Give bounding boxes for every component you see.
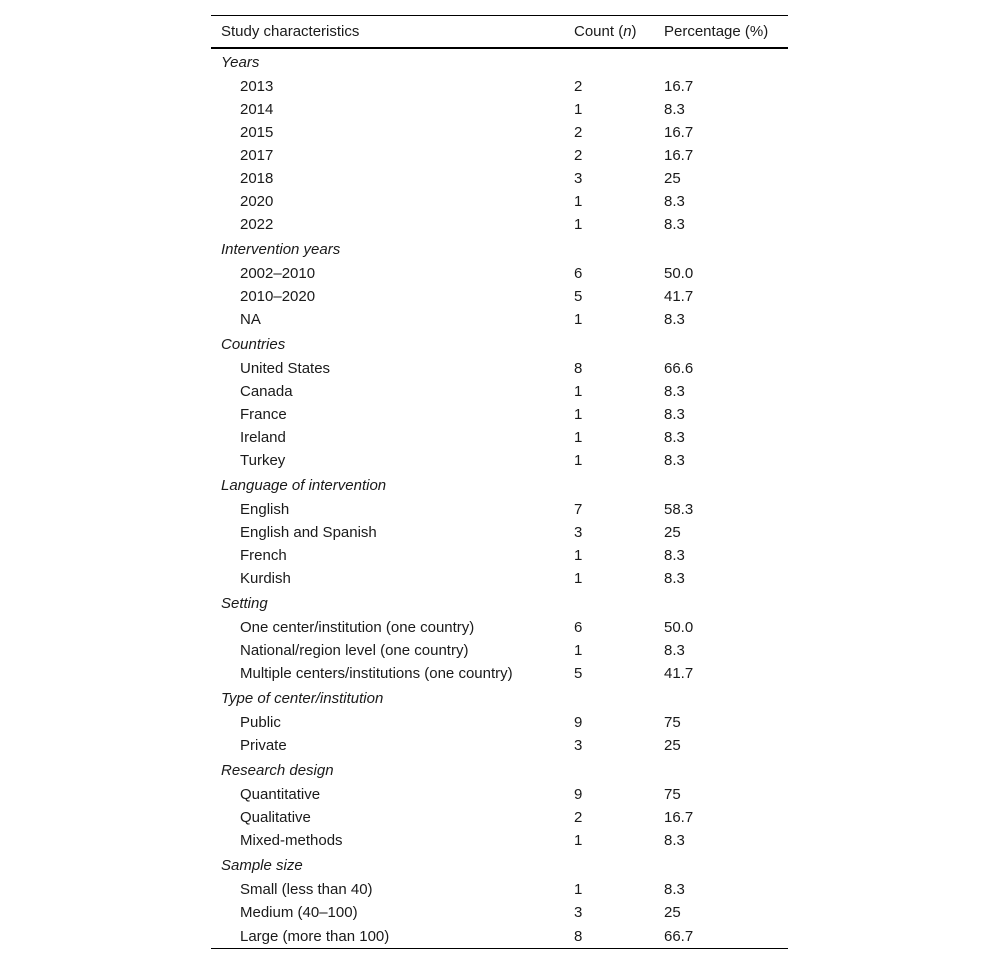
row-label: 2013 [240, 78, 274, 95]
table-row [211, 285, 788, 308]
row-label: 2014 [240, 101, 274, 118]
row-label: Canada [240, 383, 293, 400]
row-percentage: 8.3 [664, 881, 685, 898]
row-percentage: 8.3 [664, 642, 685, 659]
row-count: 1 [574, 642, 583, 659]
row-count: 3 [574, 904, 583, 921]
group-row [211, 331, 788, 357]
row-label: France [240, 406, 287, 423]
row-count: 1 [574, 383, 583, 400]
row-percentage: 58.3 [664, 501, 694, 518]
row-label: Turkey [240, 452, 286, 469]
row-label: Multiple centers/institutions (one country) [240, 665, 513, 682]
row-count: 5 [574, 665, 583, 682]
group-row [211, 236, 788, 262]
table-row [211, 144, 788, 167]
table-row [211, 449, 788, 472]
row-count: 1 [574, 832, 583, 849]
row-count: 3 [574, 524, 583, 541]
table-row [211, 544, 788, 567]
bottom-rule [211, 948, 788, 949]
group-label: Research design [221, 762, 334, 779]
table-row [211, 308, 788, 331]
row-percentage: 8.3 [664, 547, 685, 564]
row-count: 1 [574, 570, 583, 587]
row-count: 8 [574, 927, 583, 945]
row-percentage: 25 [664, 524, 681, 541]
row-percentage: 75 [664, 786, 681, 803]
row-percentage: 25 [664, 737, 681, 754]
header-row [211, 16, 788, 47]
row-percentage: 41.7 [664, 665, 694, 682]
row-label: Kurdish [240, 570, 291, 587]
row-percentage: 41.7 [664, 288, 694, 305]
row-percentage: 66.6 [664, 360, 694, 377]
group-label: Countries [221, 336, 286, 353]
table-row [211, 167, 788, 190]
row-count: 8 [574, 360, 583, 377]
row-label: 2017 [240, 147, 274, 164]
row-count: 2 [574, 78, 583, 95]
row-count: 1 [574, 429, 583, 446]
row-percentage: 8.3 [664, 311, 685, 328]
table-row [211, 521, 788, 544]
row-count: 1 [574, 881, 583, 898]
row-label: Large (more than 100) [240, 927, 390, 945]
row-percentage: 8.3 [664, 452, 685, 469]
table-row [211, 498, 788, 521]
row-percentage: 50.0 [664, 265, 694, 282]
row-count: 6 [574, 265, 583, 282]
row-label: Public [240, 714, 281, 731]
header-study-characteristics: Study characteristics [221, 23, 360, 40]
row-percentage: 16.7 [664, 124, 694, 141]
row-count: 3 [574, 737, 583, 754]
header-count-prefix: Count ( [574, 23, 624, 40]
row-label: 2010–2020 [240, 288, 316, 305]
table-row [211, 878, 788, 901]
group-row [211, 49, 788, 75]
row-count: 9 [574, 714, 583, 731]
header-count-variable: n [623, 23, 632, 40]
table-body [211, 49, 788, 948]
header-percentage: Percentage (%) [664, 23, 769, 40]
row-label: Ireland [240, 429, 286, 446]
row-label: NA [240, 311, 261, 328]
group-label: Years [221, 54, 260, 71]
group-row [211, 590, 788, 616]
row-percentage: 8.3 [664, 383, 685, 400]
table-row [211, 662, 788, 685]
group-label: Language of intervention [221, 477, 387, 494]
data-table-body [211, 49, 788, 948]
row-label: Mixed-methods [240, 832, 343, 849]
table-header [211, 16, 788, 47]
row-label: One center/institution (one country) [240, 619, 475, 636]
table-row [211, 426, 788, 449]
row-label: 2018 [240, 170, 274, 187]
row-label: 2015 [240, 124, 274, 141]
table-row [211, 121, 788, 144]
row-count: 2 [574, 124, 583, 141]
group-label: Sample size [221, 857, 303, 874]
table-row [211, 711, 788, 734]
table-row [211, 924, 788, 948]
header-count [564, 16, 654, 47]
row-percentage: 16.7 [664, 78, 694, 95]
row-label: National/region level (one country) [240, 642, 469, 659]
row-percentage: 8.3 [664, 570, 685, 587]
study-characteristics-table [211, 15, 788, 949]
table-row [211, 190, 788, 213]
table-row [211, 901, 788, 924]
row-label: English [240, 501, 290, 518]
row-label: Private [240, 737, 287, 754]
group-label: Type of center/institution [221, 690, 384, 707]
row-count: 1 [574, 406, 583, 423]
row-count: 1 [574, 101, 583, 118]
row-count: 7 [574, 501, 583, 518]
row-percentage: 16.7 [664, 147, 694, 164]
row-percentage: 25 [664, 170, 681, 187]
group-row [211, 685, 788, 711]
group-row [211, 852, 788, 878]
row-label: United States [240, 360, 331, 377]
row-count: 2 [574, 809, 583, 826]
row-label: Quantitative [240, 786, 321, 803]
row-percentage: 25 [664, 904, 681, 921]
data-table [211, 16, 788, 47]
row-count: 1 [574, 216, 583, 233]
table-row [211, 639, 788, 662]
group-label: Setting [221, 595, 268, 612]
row-label: 2020 [240, 193, 274, 210]
table-row [211, 567, 788, 590]
row-percentage: 50.0 [664, 619, 694, 636]
row-percentage: 8.3 [664, 101, 685, 118]
row-percentage: 8.3 [664, 429, 685, 446]
row-percentage: 8.3 [664, 216, 685, 233]
table-row [211, 380, 788, 403]
header-count-suffix: ) [631, 23, 637, 40]
row-count: 3 [574, 170, 583, 187]
table-row [211, 262, 788, 285]
row-label: French [240, 547, 287, 564]
row-count: 6 [574, 619, 583, 636]
row-count: 1 [574, 193, 583, 210]
table-row [211, 98, 788, 121]
row-label: Medium (40–100) [240, 904, 358, 921]
row-count: 5 [574, 288, 583, 305]
row-count: 9 [574, 786, 583, 803]
group-row [211, 757, 788, 783]
table-row [211, 734, 788, 757]
row-count: 1 [574, 452, 583, 469]
row-count: 1 [574, 547, 583, 564]
row-percentage: 75 [664, 714, 681, 731]
group-row [211, 472, 788, 498]
table-row [211, 403, 788, 426]
row-label: English and Spanish [240, 524, 377, 541]
row-count: 1 [574, 311, 583, 328]
row-percentage: 8.3 [664, 193, 685, 210]
table-row [211, 75, 788, 98]
row-count: 2 [574, 147, 583, 164]
row-percentage: 66.7 [664, 927, 694, 945]
table-row [211, 616, 788, 639]
table-row [211, 357, 788, 380]
row-label: Small (less than 40) [240, 881, 373, 898]
table-row [211, 783, 788, 806]
table-row [211, 829, 788, 852]
row-label: 2022 [240, 216, 274, 233]
row-percentage: 8.3 [664, 406, 685, 423]
table-row [211, 806, 788, 829]
row-percentage: 16.7 [664, 809, 694, 826]
row-label: Qualitative [240, 809, 311, 826]
group-label: Intervention years [221, 241, 341, 258]
row-label: 2002–2010 [240, 265, 316, 282]
table-row [211, 213, 788, 236]
row-percentage: 8.3 [664, 832, 685, 849]
